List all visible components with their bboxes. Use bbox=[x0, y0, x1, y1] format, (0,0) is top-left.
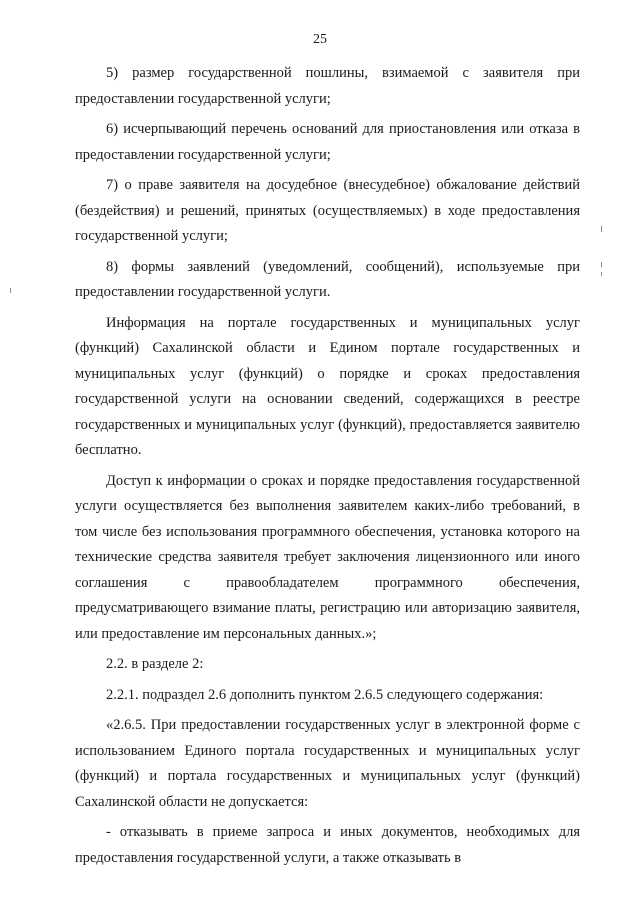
document-body bbox=[75, 61, 580, 871]
paragraph-clause-2-6-5: «2.6.5. При предоставлении государственных услуг в электронной форме с использованием Единого портала государственных и муниципальных услуг (функций) и портала государственных и муниципальных услуг (функций) Сахалинской области не допускается: bbox=[75, 717, 580, 810]
paragraph-item-7: 7) о праве заявителя на досудебное (внесудебное) обжалование действий (бездействия) и решений, принятых (осуществляемых) в ходе предоставления государственной услуги; bbox=[75, 177, 580, 244]
page-number: 25 bbox=[313, 32, 327, 47]
paragraph-section-2-2: 2.2. в разделе 2: bbox=[106, 656, 204, 672]
paragraph-section-2-2-1: 2.2.1. подраздел 2.6 дополнить пунктом 2.6.5 следующего содержания: bbox=[106, 686, 544, 703]
scan-mark bbox=[601, 272, 602, 276]
paragraph-refusal-item: - отказывать в приеме запроса и иных документов, необходимых для предоставления государственной услуги, а также отказывать в bbox=[75, 824, 580, 866]
paragraph-portal-info: Информация на портале государственных и муниципальных услуг (функций) Сахалинской области и Едином портале государственных и муниципальных услуг (функций) о порядке и сроках предоставления государственной услуги на основании сведений, содержащихся в реестре государственных и муниципальных услуг (функций), предоставляется заявителю бесплатно. bbox=[75, 314, 580, 458]
paragraph-item-6: 6) исчерпывающий перечень оснований для приостановления или отказа в предоставлении государственной услуги; bbox=[75, 121, 580, 163]
scan-mark bbox=[601, 262, 602, 267]
paragraph-item-5: 5) размер государственной пошлины, взимаемой с заявителя при предоставлении государственной услуги; bbox=[75, 65, 580, 107]
paragraph-access-info: Доступ к информации о сроках и порядке предоставления государственной услуги осуществляется без выполнения заявителем каких-либо требований, в том числе без использования программного обеспечения, установка которого на технические средства заявителя требует заключения лицензионного или иного соглашения с правообладателем программного обеспечения, предусматривающего взимание платы, регистрацию или авторизацию заявителя, или предоставление им персональных данных.»; bbox=[75, 472, 580, 642]
paragraph-item-8: 8) формы заявлений (уведомлений, сообщений), используемые при предоставлении государственной услуги. bbox=[75, 258, 580, 300]
scan-mark bbox=[601, 226, 602, 232]
scan-mark bbox=[10, 288, 11, 293]
